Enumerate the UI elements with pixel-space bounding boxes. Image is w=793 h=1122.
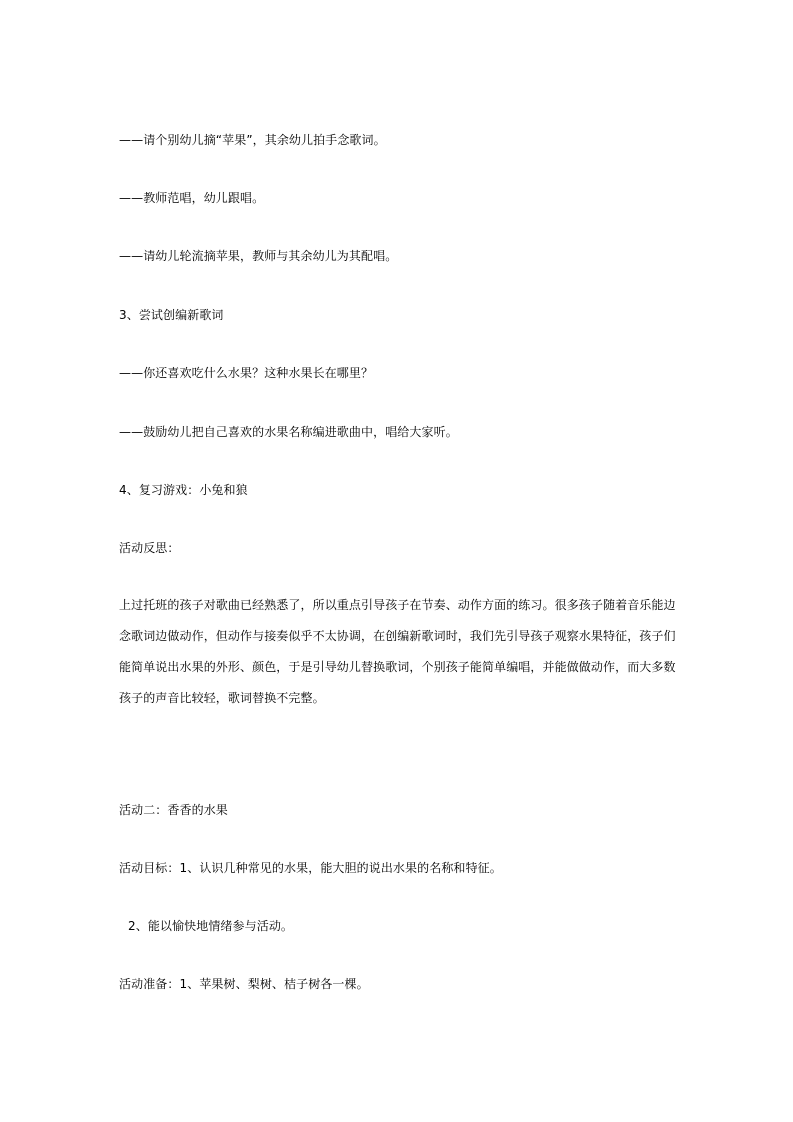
activity-two-title: 活动二：香香的水果: [119, 803, 228, 817]
text-line-teacher-sing: ——教师范唱，幼儿跟唱。: [119, 191, 265, 205]
reflection-heading: 活动反思：: [119, 541, 180, 555]
activity-goal-1: 活动目标：1、认识几种常见的水果，能大胆的说出水果的名称和特征。: [119, 861, 502, 875]
reflection-line: 念歌词边做动作，但动作与接奏似乎不太协调，在创编新歌词时，我们先引导孩子观察水果特征，孩子们: [119, 629, 676, 643]
activity-goal-2: 2、能以愉快地情绪参与活动。: [128, 919, 294, 933]
section-heading-new-lyrics: 3、尝试创编新歌词: [119, 308, 224, 322]
text-line-take-turns: ——请幼儿轮流摘苹果，教师与其余幼儿为其配唱。: [119, 249, 398, 263]
reflection-line: 上过托班的孩子对歌曲已经熟悉了，所以重点引导孩子在节奏、动作方面的练习。很多孩子随着音乐能边: [119, 598, 676, 612]
text-line-pick-apple: ——请个别幼儿摘“苹果”，其余幼儿拍手念歌词。: [119, 133, 386, 147]
reflection-line: 能简单说出水果的外形、颜色，于是引导幼儿替换歌词，个别孩子能简单编唱，并能做做动作，而大多数: [119, 660, 676, 674]
text-line-encourage: ——鼓励幼儿把自己喜欢的水果名称编进歌曲中，唱给大家听。: [119, 425, 458, 439]
activity-preparation: 活动准备：1、苹果树、梨树、桔子树各一棵。: [119, 977, 369, 991]
reflection-line: 孩子的声音比较轻，歌词替换不完整。: [119, 691, 325, 705]
section-heading-review-game: 4、复习游戏：小兔和狼: [119, 483, 248, 497]
reflection-paragraph: [119, 590, 675, 714]
text-line-question-fruit: ——你还喜欢吃什么水果？这种水果长在哪里？: [119, 366, 374, 380]
